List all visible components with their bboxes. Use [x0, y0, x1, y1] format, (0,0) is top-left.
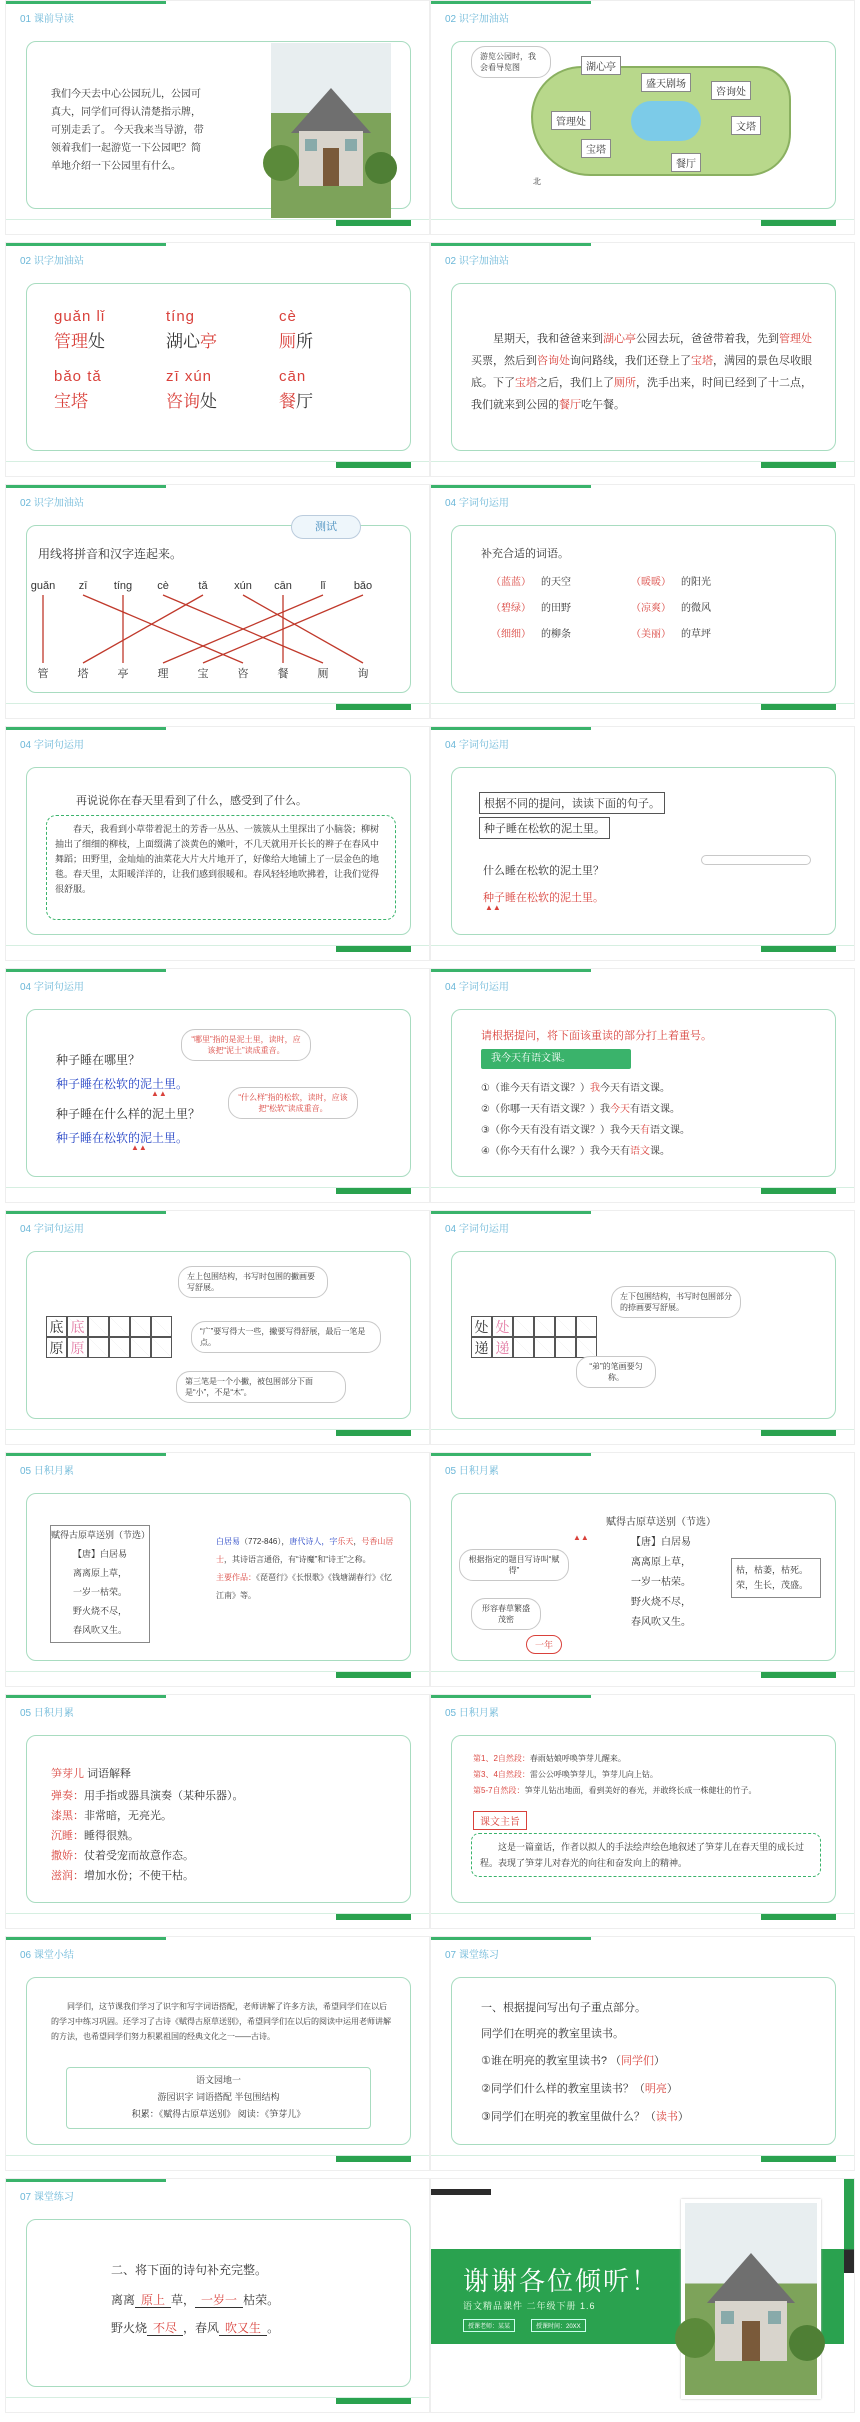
word-part-1: 宝 [54, 392, 71, 411]
grid-cell [109, 1316, 130, 1337]
grid-cell: 处 [471, 1316, 492, 1337]
word-part-2: 塔 [71, 392, 88, 411]
slide-tag: 01 课前导读 [20, 14, 74, 25]
exercise-row [481, 1100, 680, 1115]
slide-2 [430, 0, 855, 235]
text: 枯荣。 [243, 2293, 280, 2307]
vocab-term: 漆黑： [51, 1810, 84, 1822]
sign-management: 管理处 [551, 111, 591, 130]
summary-text: 同学们，这节课我们学习了识字和写字词语搭配，老师讲解了许多方法，希望同学们在以后的学习中练习巩固。还学习了古诗《赋得古原草送别》，希望同学们在以后的阅读中运用老师讲解的方法，也希望同学们努力积累祖国的经典文化之一——古诗。 [51, 2002, 391, 2041]
poem-line: 一岁一枯荣。 [72, 1587, 127, 1597]
story-paragraph [471, 328, 816, 416]
slide-tag: 06 课堂小结 [20, 1950, 74, 1961]
exercise-instruction: 请根据提问，将下面该重读的部分打上着重号。 [481, 1030, 712, 1042]
slide-tag: 05 日积月累 [445, 1466, 499, 1477]
answer-2: （暖暖） [631, 577, 671, 588]
hanzi-item: 塔 [77, 668, 89, 680]
grid-cell [513, 1316, 534, 1337]
exercise-title: 一、根据提问写出句子重点部分。 [481, 2002, 646, 2014]
pinyin: tíng [166, 308, 196, 325]
fill-instruction: 补充合适的词语。 [481, 548, 569, 560]
slide-tag: 02 识字加油站 [445, 256, 509, 267]
row-suffix: 今天有语文课。 [599, 1083, 670, 1094]
pinyin: cè [279, 308, 297, 325]
phrase-2: 的草坪 [681, 629, 711, 640]
text-run: 公园去玩，爸爸带着我，先到 [636, 333, 779, 345]
text-run: 询问路线，我们还登上了 [570, 355, 691, 367]
hint-bubble-1: “哪里”指的是泥土里，读时，应该把“泥土”读成重音。 [181, 1029, 311, 1061]
answer-1: （细细） [491, 629, 531, 640]
slide-tag: 04 字词句运用 [445, 740, 509, 751]
sign-tower: 文塔 [731, 116, 761, 135]
pinyin-item: bǎo [353, 580, 373, 592]
hanzi-item: 宝 [197, 668, 209, 680]
vocab-term: 撒娇： [51, 1850, 84, 1862]
poem-box [50, 1525, 150, 1643]
pinyin: bǎo tǎ [54, 368, 102, 385]
vocab-definition: 增加水份；不使干枯。 [84, 1870, 194, 1882]
sign-theater: 盛天剧场 [641, 73, 691, 92]
row-prefix: ②（你哪一天有语文课？）我 [481, 1104, 610, 1115]
thanks-title: 谢谢各位倾听！ [463, 2266, 660, 2296]
note-bubble-1: 根据指定的题目写诗叫“赋得” [459, 1549, 569, 1581]
answer-text[interactable]: 明亮 [644, 2083, 667, 2095]
grid-cell [151, 1316, 172, 1337]
pinyin-item: cè [157, 580, 169, 592]
phrase-2: 的微风 [681, 603, 711, 614]
slide-8 [430, 726, 855, 961]
blank-4[interactable]: 吹又生 [219, 2321, 267, 2336]
exercise-sentence: 同学们在明亮的教室里读书。 [481, 2028, 624, 2040]
slide-5 [5, 484, 430, 719]
slide-13 [5, 1452, 430, 1687]
word [54, 327, 105, 352]
word [166, 387, 217, 412]
test-badge: 测试 [291, 515, 361, 539]
highlight-word: 宝塔 [515, 377, 537, 389]
sentence-box: 种子睡在松软的泥土里。 [479, 817, 610, 839]
lake [631, 101, 701, 141]
grid-cell: 递 [492, 1337, 513, 1358]
slide-14 [430, 1452, 855, 1687]
stress-marks-2: ▲▲ [131, 1143, 147, 1152]
word-part-1: 管 [54, 332, 71, 351]
answer-text[interactable]: 读书 [655, 2111, 678, 2123]
word-card [166, 308, 217, 352]
question-text: ①谁在明亮的教室里读书? （ [481, 2055, 622, 2067]
tip-bubble-2: “弟”的笔画要匀称。 [576, 1356, 656, 1388]
paragraph-range: 第3、4自然段： [473, 1770, 530, 1779]
slide-1 [5, 0, 430, 235]
answer-2: （凉爽） [631, 603, 671, 614]
slide-9 [5, 968, 430, 1203]
match-line [83, 595, 203, 663]
vocab-heading [51, 1765, 131, 1781]
slide-12 [430, 1210, 855, 1445]
deco-bar [431, 2189, 491, 2195]
grid-cell [576, 1316, 597, 1337]
word [279, 327, 313, 352]
row-prefix: ④（你今天有什么课？）我今天有 [481, 1146, 630, 1157]
slide-tag: 04 字词句运用 [20, 1224, 84, 1235]
vocab-term: 沉睡： [51, 1830, 84, 1842]
summary-box [66, 2067, 371, 2129]
grid-cell [151, 1337, 172, 1358]
word-part-3: 处 [88, 332, 105, 351]
match-line [83, 595, 243, 663]
slide-6 [430, 484, 855, 719]
paragraph-text: 春雨姑娘呼唤笋芽儿醒来。 [529, 1754, 626, 1763]
grid-cell [534, 1316, 555, 1337]
author-years: （772-846）， [240, 1537, 290, 1546]
time-tag: 授课时间：20XX [531, 2319, 586, 2332]
slide-11 [5, 1210, 430, 1445]
intro-text: 我们今天去中心公园玩儿，公园可真大，同学们可得认清楚指示牌，可别走丢了。 今天我来当导游，带领着我们一起游览一下公园吧？简单地介绍一下公园里有什么。 [51, 89, 204, 172]
row-prefix: ①（谁今天有语文课？） [481, 1083, 590, 1094]
pinyin: zī xún [166, 368, 213, 385]
paragraph-range: 第1、2自然段： [473, 1754, 530, 1763]
pinyin-item: cān [274, 580, 292, 592]
match-lines [6, 485, 430, 719]
row-suffix: 课。 [649, 1146, 670, 1157]
spring-answer: 春天，我看到小草带着泥土的芳香一丛丛、一簇簇从土里探出了小脑袋；柳树抽出了细细的柳枝，上面缀满了淡黄色的嫩叶，不几天就用开长长的辫子在春风中舞蹈；田野里，金灿灿的油菜花大片大片地开了，好像给大地铺上了一层金色的地毯。春天里，太阳暖洋洋的，让我们感到很暖和。春风轻轻地吹拂着，让我们觉得很舒服。 [46, 815, 396, 920]
poem-line-2 [111, 2319, 279, 2336]
answer-1: 种子睡在松软的泥土里。 [56, 1077, 189, 1091]
slide-tag: 05 日积月累 [445, 1708, 499, 1719]
question-text: ③同学们在明亮的教室里做什么？（ [481, 2111, 656, 2123]
pinyin-item: lǐ [320, 580, 326, 592]
poem-line: 【唐】白居易 [631, 1537, 691, 1548]
pinyin-item: tǎ [198, 580, 208, 592]
author-info: 白居易（772-846），唐代诗人，字乐天，号香山居士，其诗语言通俗，有“诗魔”和“诗王”之称。 主要作品：《琵琶行》《长恨歌》《钱塘湖春行》《忆江南》等。 [216, 1537, 394, 1600]
question-row [481, 2108, 689, 2124]
sign-pagoda: 宝塔 [581, 139, 611, 158]
grid-cell: 递 [471, 1337, 492, 1358]
poem-line: 一岁一枯荣。 [631, 1577, 691, 1588]
text-run: 吃午餐。 [581, 399, 625, 411]
slide-tag: 07 课堂练习 [445, 1950, 499, 1961]
paragraph-range: 第5-7自然段： [473, 1786, 525, 1795]
lesson-name: 笋芽儿 [51, 1768, 84, 1780]
phrase-1: 的田野 [541, 603, 571, 614]
word-part-2: 厅 [296, 392, 313, 411]
grid-cell [88, 1316, 109, 1337]
theme-badge: 课文主旨 [473, 1811, 527, 1830]
house-image [271, 43, 391, 218]
word [166, 327, 217, 352]
vocab-row [51, 1867, 194, 1883]
stressed-word: 语文 [629, 1146, 650, 1157]
house-icon [685, 2203, 817, 2395]
vocab-row [51, 1847, 194, 1863]
question-row [481, 2080, 678, 2096]
poem-line: 离离原上草， [631, 1557, 691, 1568]
hint-bubble [701, 855, 811, 865]
test-instruction: 用线将拼音和汉字连起来。 [38, 547, 183, 561]
text-run: ，洗手出来，时间已经到了十二点，我们就来到公园的 [471, 377, 812, 411]
vocab-term: 弹奏： [51, 1790, 84, 1802]
slide-tag: 02 识字加油站 [20, 256, 84, 267]
word-card [279, 368, 313, 412]
highlight-word: 管理处 [779, 333, 812, 345]
grid-cell [513, 1337, 534, 1358]
phrase-1: 的柳条 [541, 629, 571, 640]
poem-line: 【唐】白居易 [72, 1549, 127, 1559]
poem-line: 野火烧不尽， [631, 1597, 691, 1608]
slide-4 [430, 242, 855, 477]
author-dynasty: 唐代诗人，字 [289, 1537, 338, 1546]
stress-marks: ▲▲ [573, 1533, 589, 1542]
spring-question: 再说说你在春天里看到了什么，感受到了什么。 [76, 795, 307, 807]
stressed-word: 我 [589, 1083, 600, 1094]
slide-15 [5, 1694, 430, 1929]
word-part-1: 餐 [279, 392, 296, 411]
question: 什么睡在松软的泥土里？ [483, 865, 604, 877]
guide-bubble: 游览公园时，我会看导览图 [471, 46, 551, 78]
hanzi-item: 管 [37, 668, 49, 680]
text: 野火烧 [111, 2321, 148, 2335]
answer-text[interactable]: 同学们 [621, 2055, 655, 2067]
word-part-1: 咨询 [166, 392, 200, 411]
slide-tag: 04 字词句运用 [20, 982, 84, 993]
slide-tag: 02 识字加油站 [20, 498, 84, 509]
poem-line: 春风吹又生。 [72, 1625, 127, 1635]
author-hao: 号香山居士 [216, 1537, 394, 1564]
exercise-row [481, 1142, 670, 1157]
paragraph-text: 笋芽儿钻出地面，看到美好的春光，并敢终长成一株健壮的竹子。 [524, 1786, 757, 1795]
question-text: ②同学们什么样的教室里读书？（ [481, 2083, 645, 2095]
sign-info: 咨询处 [711, 81, 751, 100]
question-end: ） [654, 2055, 666, 2067]
slide-tag: 07 课堂练习 [20, 2192, 74, 2203]
grid-cell: 原 [67, 1337, 88, 1358]
poem-exercise-title: 二、将下面的诗句补充完整。 [111, 2263, 268, 2277]
text-run: 买票，然后到 [471, 355, 537, 367]
slide-20 [430, 2178, 855, 2413]
blank-3[interactable]: 不尽 [147, 2321, 183, 2336]
instruction-box: 根据不同的提问，读读下面的句子。 [479, 792, 665, 814]
answer: 种子睡在松软的泥土里。 [483, 892, 604, 904]
hint-bubble-2: “什么样”指的松软，读时，应该把“松软”读成重音。 [228, 1087, 358, 1119]
slide-tag: 05 日积月累 [20, 1466, 74, 1477]
slide-10 [430, 968, 855, 1203]
tip-bubble-3: 第三笔是一个小撇，被包围部分下面是“小”，不是“木”。 [176, 1371, 346, 1403]
vocab-row [51, 1827, 139, 1843]
slide-18 [430, 1936, 855, 2171]
summary-box-line-2: 积累：《赋得古原草送别》 阅读：《笋芽儿》 [131, 2109, 306, 2119]
sign-lake-pavilion: 湖心亭 [581, 56, 621, 75]
grid-cell [534, 1337, 555, 1358]
poem-line: 野火烧不尽， [72, 1606, 127, 1616]
pinyin-item: tíng [113, 580, 133, 592]
word-part-2: 处 [200, 392, 217, 411]
house-image [681, 2199, 821, 2399]
word [54, 387, 102, 412]
grid-cell: 底 [46, 1316, 67, 1337]
hanzi-item: 理 [157, 668, 169, 680]
paragraph-summary [473, 1769, 658, 1780]
word-part-2: 所 [296, 332, 313, 351]
text: 离离 [111, 2293, 136, 2307]
question-end: ） [666, 2083, 678, 2095]
word-card [279, 308, 313, 352]
word-part-2: 理 [71, 332, 88, 351]
highlight-word: 餐厅 [559, 399, 581, 411]
pinyin-item: guǎn [30, 580, 56, 592]
slide-19 [5, 2178, 430, 2413]
answer-2: （美丽） [631, 629, 671, 640]
hanzi-item: 亭 [117, 668, 129, 680]
slide-17 [5, 1936, 430, 2171]
north-label: 北 [533, 177, 541, 186]
grid-cell [130, 1337, 151, 1358]
row-prefix: ③（你今天有没有语文课？）我今天 [481, 1125, 640, 1136]
paragraph-summary [473, 1785, 757, 1796]
question-1: 种子睡在哪里？ [56, 1053, 141, 1067]
course-subtitle: 语文精品课件 二年级下册 1.6 [463, 2301, 596, 2311]
vocab-row [51, 1807, 172, 1823]
note-box-4: 枯，枯萎，枯死。荣，生长，茂盛。 [731, 1558, 821, 1598]
grid-cell: 处 [492, 1316, 513, 1337]
exercise-row [481, 1121, 690, 1136]
vocab-definition: 仗着受宠而故意作态。 [84, 1850, 194, 1862]
hanzi-item: 询 [357, 668, 369, 680]
vocab-definition: 用手指或器具演奏（某种乐器）。 [84, 1790, 244, 1802]
match-line [243, 595, 363, 663]
house-icon [271, 43, 391, 218]
vocab-definition: 非常暗，无亮光。 [84, 1810, 172, 1822]
stress-marks-1: ▲▲ [151, 1089, 167, 1098]
poem-text [601, 1513, 721, 1633]
text-run: 之后，我们上了 [537, 377, 614, 389]
grid-cell [576, 1337, 597, 1358]
text: 。 [267, 2321, 280, 2335]
paragraph-summary [473, 1753, 626, 1764]
summary-box-line-1: 游园识字 词语搭配 半包围结构 [157, 2092, 280, 2102]
paragraph-text: 雷公公呼唤笋芽儿，笋芽儿向上钻。 [529, 1770, 658, 1779]
highlight-word: 厕所 [614, 377, 636, 389]
text: ，春风 [183, 2321, 220, 2335]
slide-16 [430, 1694, 855, 1929]
blank-2[interactable]: 一岁一 [195, 2293, 243, 2308]
note-bubble-3: 一年 [526, 1635, 562, 1654]
slide-tag: 04 字词句运用 [445, 982, 509, 993]
slide-tag: 04 字词句运用 [445, 498, 509, 509]
stressed-word: 有 [639, 1125, 650, 1136]
word-card [166, 368, 217, 412]
tip-bubble-2: “广”要写得大一些，撇要写得舒展，最后一笔是点。 [191, 1321, 381, 1353]
theme-text: 这是一篇童话，作者以拟人的手法绘声绘色地叙述了笋芽儿在春天里的成长过程。表现了笋芽儿对春光的向往和奋发向上的精神。 [471, 1833, 821, 1877]
side-stripe [844, 2179, 854, 2413]
word-part-1: 厕 [279, 332, 296, 351]
author-name: 白居易 [216, 1537, 240, 1546]
slide-tag: 04 字词句运用 [20, 740, 84, 751]
poem-line: 离离原上草， [72, 1568, 127, 1578]
text-run: 星期天，我和爸爸来到 [493, 333, 603, 345]
poem-line-1 [111, 2291, 279, 2308]
text: 草， [171, 2293, 196, 2307]
sentence-badge: 我今天有语文课。 [481, 1049, 631, 1069]
phrase-1: 的天空 [541, 577, 571, 588]
word-part-1: 湖心 [166, 332, 200, 351]
slide-tag: 04 字词句运用 [445, 1224, 509, 1235]
grid-cell [130, 1316, 151, 1337]
author-zi: 乐天 [337, 1537, 354, 1546]
grid-cell: 底 [67, 1316, 88, 1337]
grid-cell: 原 [46, 1337, 67, 1358]
hanzi-item: 餐 [277, 668, 289, 680]
tip-bubble-1: 左上包围结构，书写时包围的撇画要写舒展。 [178, 1266, 328, 1298]
pinyin: guǎn lǐ [54, 308, 106, 325]
author-bio: ，其诗语言通俗，有“诗魔”和“诗王”之称。 [224, 1555, 371, 1564]
poem-line: 赋得古原草送别（节选） [606, 1517, 716, 1528]
vocab-definition: 睡得很熟。 [84, 1830, 139, 1842]
poem-line: 春风吹又生。 [631, 1617, 691, 1628]
question-row [481, 2052, 665, 2068]
word-card [54, 368, 102, 412]
vocab-label: 词语解释 [87, 1768, 132, 1780]
vocab-term: 滋润： [51, 1870, 84, 1882]
hanzi-item: 厕 [317, 668, 329, 680]
row-suffix: 有语文课。 [629, 1104, 680, 1115]
row-suffix: 语文课。 [649, 1125, 690, 1136]
grid-cell [555, 1337, 576, 1358]
slide-tag: 05 日积月累 [20, 1708, 74, 1719]
pinyin: cān [279, 368, 307, 385]
pinyin-item: zī [78, 580, 88, 592]
slide-3 [5, 242, 430, 477]
slide-tag: 02 识字加油站 [445, 14, 509, 25]
question-2: 种子睡在什么样的泥土里？ [56, 1107, 201, 1121]
answer-2: 种子睡在松软的泥土里。 [56, 1131, 189, 1145]
grid-cell [88, 1337, 109, 1358]
grid-cell [555, 1316, 576, 1337]
vocab-row [51, 1787, 244, 1803]
phrase-2: 的阳光 [681, 577, 711, 588]
answer-1: （碧绿） [491, 603, 531, 614]
word-part-2: 亭 [200, 332, 217, 351]
highlight-word: 宝塔 [691, 355, 713, 367]
author-works: 《琵琶行》《长恨歌》《钱塘湖春行》《忆江南》等。 [216, 1573, 392, 1600]
stress-marks: ▲▲ [485, 903, 501, 912]
answer-1: （蓝蓝） [491, 577, 531, 588]
word [279, 387, 313, 412]
highlight-word: 咨询处 [537, 355, 570, 367]
question-end: ） [677, 2111, 689, 2123]
blank-1[interactable]: 原上 [135, 2293, 171, 2308]
poem-line: 赋得古原草送别（节选） [51, 1530, 151, 1540]
teacher-tag: 授课老师：某某 [463, 2319, 515, 2332]
grid-cell [109, 1337, 130, 1358]
word-card [54, 308, 105, 352]
note-bubble-2: 形容春草繁盛茂密 [471, 1598, 541, 1630]
text-run: ，满园的景色尽收眼底。下了 [471, 355, 812, 389]
sign-restaurant: 餐厅 [671, 153, 701, 172]
hanzi-item: 咨 [237, 668, 249, 680]
slide-7 [5, 726, 430, 961]
exercise-row [481, 1079, 670, 1094]
summary-box-title: 语文园地一 [195, 2075, 241, 2085]
tip-bubble-1: 左下包围结构，书写时包围部分的捺画要写舒展。 [611, 1286, 741, 1318]
works-label: 主要作品： [216, 1573, 256, 1582]
pinyin-item: xún [234, 580, 252, 592]
highlight-word: 湖心亭 [603, 333, 636, 345]
stressed-word: 今天 [609, 1104, 630, 1115]
